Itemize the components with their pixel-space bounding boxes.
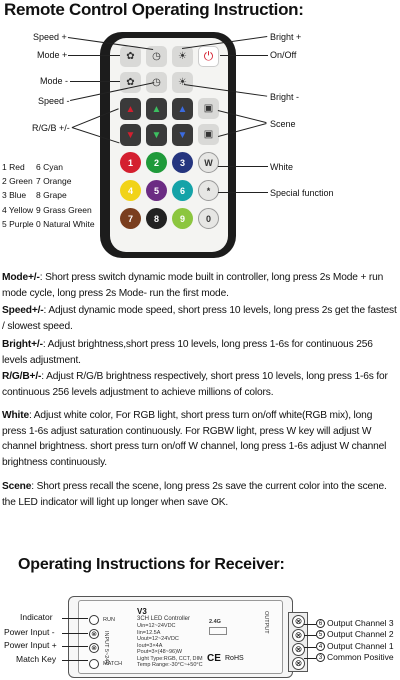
callout-on-off: On/Off bbox=[270, 50, 297, 60]
ce-mark: CE bbox=[207, 653, 221, 664]
terminal-number: 4 bbox=[316, 642, 325, 651]
bright-minus-key[interactable]: ☀ bbox=[172, 72, 193, 93]
color-key-label: 6 bbox=[179, 185, 185, 196]
input-label: INPUT 5~24V bbox=[103, 631, 109, 665]
spec-line: Light Type:RGB, CCT, DIM bbox=[137, 655, 203, 662]
red-up-key[interactable]: ▲ bbox=[120, 98, 141, 120]
terminal-number: 5 bbox=[316, 630, 325, 639]
legend-row bbox=[2, 188, 95, 202]
legend-entry: 7 Orange bbox=[36, 176, 72, 187]
callout-scene: Scene bbox=[270, 119, 296, 129]
color-key-label: 9 bbox=[179, 213, 185, 224]
leader-line bbox=[70, 81, 120, 82]
power-key[interactable] bbox=[198, 46, 219, 67]
output-terminal-block bbox=[288, 612, 308, 672]
color-key-*[interactable] bbox=[198, 180, 219, 201]
receiver-right-label bbox=[316, 652, 394, 662]
leader-line bbox=[62, 660, 88, 661]
color-key-label: 5 bbox=[153, 185, 159, 196]
color-key-6[interactable] bbox=[172, 180, 193, 201]
instruction-paragraph bbox=[2, 303, 398, 334]
label-box bbox=[209, 627, 227, 635]
leader-line bbox=[62, 646, 88, 647]
instruction-text: : Short press switch dynamic mode built in controller, long press 2s Mode + run mode cycle, long press 2s Mode- run the first mode. bbox=[2, 272, 384, 299]
scene-1-key[interactable]: ▣ bbox=[198, 98, 219, 119]
color-key-3[interactable] bbox=[172, 152, 193, 173]
blue-up-key[interactable]: ▲ bbox=[172, 98, 193, 120]
legend-row bbox=[2, 160, 95, 174]
receiver-left-label: Match Key bbox=[16, 654, 57, 664]
leader-line bbox=[220, 55, 268, 56]
freq-label: 2.4G bbox=[209, 619, 221, 625]
legend-entry: 2 Green bbox=[2, 176, 33, 187]
receiver-left-label: Indicator bbox=[20, 612, 53, 622]
speed-plus-key[interactable]: ◷ bbox=[146, 46, 167, 67]
callout-rgb: R/G/B +/- bbox=[32, 123, 70, 133]
leader-line bbox=[304, 647, 316, 648]
green-down-key[interactable]: ▼ bbox=[146, 124, 167, 146]
spec-line: Iin=12.5A bbox=[137, 629, 161, 636]
leader-line bbox=[218, 166, 268, 167]
mode-plus-key[interactable]: ✿ bbox=[120, 46, 141, 67]
screw-terminal: ⊗ bbox=[292, 629, 305, 642]
remote-face bbox=[110, 38, 228, 252]
instruction-text: : Adjust brightness,short press 10 levels, long press 1-6s for continuous 256 levels adjustment. bbox=[2, 339, 373, 366]
callout-speed-minus: Speed - bbox=[38, 96, 70, 106]
power-minus-terminal: ⊗ bbox=[89, 629, 99, 639]
red-down-key[interactable]: ▼ bbox=[120, 124, 141, 146]
instruction-text: : Short press recall the scene, long press 2s save the current color into the scene. the LED indicator will light up longer when save OK. bbox=[2, 481, 387, 508]
leader-line bbox=[304, 624, 316, 625]
instruction-paragraph bbox=[2, 337, 398, 368]
receiver-title: Operating Instructions for Receiver: bbox=[18, 556, 285, 573]
color-key-label: 2 bbox=[153, 157, 159, 168]
speed-minus-key[interactable]: ◷ bbox=[146, 72, 167, 93]
instruction-key: R/G/B+/- bbox=[2, 371, 42, 382]
legend-entry: 1 Red bbox=[2, 162, 25, 172]
match-key[interactable] bbox=[89, 659, 99, 669]
power-icon: ⏻ bbox=[203, 49, 214, 63]
spec-line: Uout=12~24VDC bbox=[137, 636, 179, 642]
color-key-4[interactable] bbox=[120, 180, 141, 201]
color-key-label: 4 bbox=[127, 185, 133, 196]
callout-bright-plus: Bright + bbox=[270, 32, 302, 42]
color-key-label: 3 bbox=[179, 157, 185, 168]
instruction-paragraph bbox=[2, 369, 398, 400]
color-key-8[interactable] bbox=[146, 208, 167, 229]
match-label: MATCH bbox=[103, 661, 123, 667]
screw-terminal: ⊗ bbox=[292, 615, 305, 628]
callout-special: Special function bbox=[270, 188, 334, 198]
color-key-1[interactable] bbox=[120, 152, 141, 173]
color-key-label: W bbox=[204, 157, 213, 168]
instruction-text: : Adjust white color, For RGB light, short press turn on/off white(RGB mix), long press 1-6s adjust saturation continuously. For RGBW light, press W key will adjust W channel brightness. short press turn on/off W channel, long press 1-6s adjust W channel brightness continuously. bbox=[2, 410, 387, 468]
terminal-label: Output Channel 1 bbox=[327, 641, 394, 651]
run-label: RUN bbox=[103, 617, 115, 623]
green-up-key[interactable]: ▲ bbox=[146, 98, 167, 120]
instruction-paragraph bbox=[2, 408, 398, 470]
legend-entry: 5 Purple bbox=[2, 218, 34, 229]
bright-plus-key[interactable]: ☀ bbox=[172, 46, 193, 67]
instruction-text: : Adjust dynamic mode speed, short press 10 levels, long press 2s get the fastest / slowest speed. bbox=[2, 305, 397, 332]
legend-entry: 4 Yellow bbox=[2, 204, 34, 215]
color-key-2[interactable] bbox=[146, 152, 167, 173]
instruction-key: Speed+/- bbox=[2, 305, 44, 316]
color-key-label: 1 bbox=[127, 157, 133, 168]
leader-line bbox=[62, 618, 88, 619]
color-key-label: 7 bbox=[127, 213, 133, 224]
terminal-label: Output Channel 2 bbox=[327, 629, 394, 639]
leader-line bbox=[304, 658, 316, 659]
legend-row bbox=[2, 217, 95, 231]
leader-line bbox=[62, 633, 88, 634]
color-key-5[interactable] bbox=[146, 180, 167, 201]
power-plus-terminal: ⊗ bbox=[89, 643, 99, 653]
receiver-right-label bbox=[316, 629, 394, 639]
legend-entry: 0 Natural White bbox=[36, 218, 95, 229]
receiver-right-label bbox=[316, 618, 394, 628]
model-name: V3 bbox=[137, 607, 147, 616]
callout-mode-minus: Mode - bbox=[40, 76, 69, 86]
color-key-label: 8 bbox=[153, 213, 159, 224]
blue-down-key[interactable]: ▼ bbox=[172, 124, 193, 146]
indicator-led bbox=[89, 615, 99, 625]
legend-row bbox=[2, 174, 95, 188]
rohs-mark: RoHS bbox=[225, 655, 244, 662]
legend-entry: 9 Grass Green bbox=[36, 204, 92, 215]
terminal-number: 3 bbox=[316, 653, 325, 662]
receiver-left-label: Power Input + bbox=[4, 640, 57, 650]
receiver-right-label bbox=[316, 641, 394, 651]
color-key-label: * bbox=[206, 185, 211, 196]
instruction-text: : Adjust R/G/B brightness respectively, short press 10 levels, long press 1-6s for continuous 256 levels adjustment to achieve millions of colors. bbox=[2, 371, 388, 398]
leader-line bbox=[218, 192, 268, 193]
receiver-panel bbox=[78, 600, 283, 674]
instruction-key: White bbox=[2, 410, 29, 421]
screw-terminal: ⊗ bbox=[292, 643, 305, 656]
color-legend bbox=[2, 160, 95, 231]
terminal-label: Output Channel 3 bbox=[327, 618, 394, 628]
output-label: OUTPUT bbox=[263, 611, 269, 634]
instruction-key: Scene bbox=[2, 481, 32, 492]
callout-bright-minus: Bright - bbox=[270, 92, 300, 102]
screw-terminal: ⊗ bbox=[292, 657, 305, 670]
instruction-paragraph bbox=[2, 479, 398, 510]
model-desc: 3CH LED Controller bbox=[137, 616, 191, 622]
color-key-W[interactable] bbox=[198, 152, 219, 173]
terminal-number: 6 bbox=[316, 619, 325, 628]
page-title: Remote Control Operating Instruction: bbox=[4, 0, 304, 19]
spec-line: Pout=3×(48~96)W bbox=[137, 649, 183, 655]
instruction-key: Mode+/- bbox=[2, 272, 40, 283]
mode-minus-key[interactable]: ✿ bbox=[120, 72, 141, 93]
spec-line: Iout=3×4A bbox=[137, 642, 163, 649]
legend-entry: 3 Blue bbox=[2, 190, 27, 201]
receiver-left-label: Power Input - bbox=[4, 627, 55, 637]
leader-line bbox=[68, 55, 120, 56]
legend-entry: 6 Cyan bbox=[36, 162, 63, 172]
terminal-label: Common Positive bbox=[327, 652, 394, 662]
color-key-7[interactable] bbox=[120, 208, 141, 229]
scene-2-key[interactable]: ▣ bbox=[198, 124, 219, 145]
color-key-label: 0 bbox=[205, 213, 211, 224]
callout-mode-plus: Mode + bbox=[37, 50, 68, 60]
callout-speed-plus: Speed + bbox=[33, 32, 67, 42]
color-key-9[interactable] bbox=[172, 208, 193, 229]
spec-line: Uin=12~24VDC bbox=[137, 623, 176, 629]
callout-white: White bbox=[270, 162, 294, 172]
legend-row bbox=[2, 203, 95, 217]
instruction-paragraph bbox=[2, 270, 398, 301]
legend-entry: 8 Grape bbox=[36, 190, 67, 201]
spec-line: Temp Range:-30°C~+50°C bbox=[137, 662, 203, 668]
color-key-0[interactable] bbox=[198, 208, 219, 229]
instruction-key: Bright+/- bbox=[2, 339, 43, 350]
leader-line bbox=[304, 635, 316, 636]
